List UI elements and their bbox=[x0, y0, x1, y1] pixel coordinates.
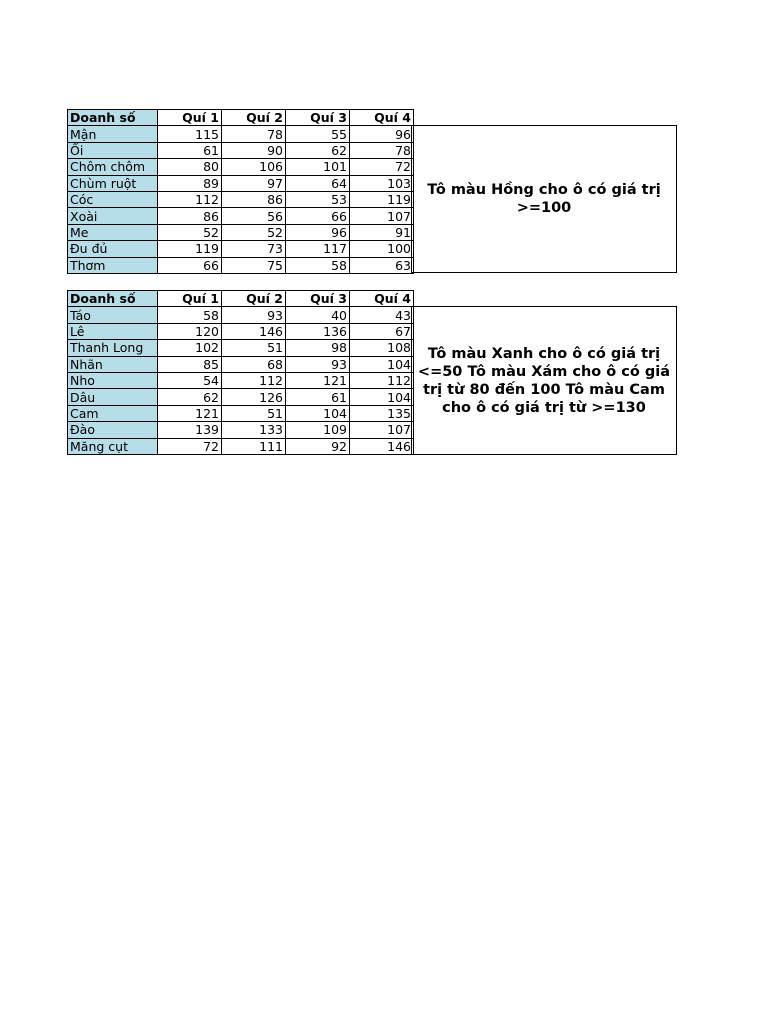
sales-value-cell[interactable]: 52 bbox=[158, 224, 222, 240]
fruit-name-cell[interactable]: Cóc bbox=[68, 191, 158, 207]
sales-value-cell[interactable]: 63 bbox=[350, 257, 414, 273]
table-row bbox=[68, 241, 414, 257]
column-header-quarter[interactable]: Quí 3 bbox=[286, 110, 350, 126]
sales-value-cell[interactable]: 103 bbox=[350, 175, 414, 191]
sales-value-cell[interactable]: 121 bbox=[286, 372, 350, 388]
fruit-name-cell[interactable]: Chùm ruột bbox=[68, 175, 158, 191]
sales-value-cell[interactable]: 108 bbox=[350, 340, 414, 356]
sales-value-cell[interactable]: 86 bbox=[222, 191, 286, 207]
sales-value-cell[interactable]: 56 bbox=[222, 208, 286, 224]
sales-value-cell[interactable]: 136 bbox=[286, 323, 350, 339]
fruit-name-cell[interactable]: Thơm bbox=[68, 257, 158, 273]
sales-value-cell[interactable]: 120 bbox=[158, 323, 222, 339]
column-header-name[interactable]: Doanh số bbox=[68, 110, 158, 126]
sales-value-cell[interactable]: 146 bbox=[350, 438, 414, 454]
sales-value-cell[interactable]: 96 bbox=[286, 224, 350, 240]
table-row bbox=[68, 126, 414, 142]
table-row bbox=[68, 438, 414, 454]
sales-value-cell[interactable]: 107 bbox=[350, 422, 414, 438]
sales-value-cell[interactable]: 73 bbox=[222, 241, 286, 257]
instruction-note: Tô màu Hồng cho ô có giá trị >=100 bbox=[411, 125, 677, 273]
column-header-quarter[interactable]: Quí 2 bbox=[222, 110, 286, 126]
sales-value-cell[interactable]: 67 bbox=[350, 323, 414, 339]
fruit-name-cell[interactable]: Ổi bbox=[68, 142, 158, 158]
sales-value-cell[interactable]: 52 bbox=[222, 224, 286, 240]
column-header-quarter[interactable]: Quí 4 bbox=[350, 291, 414, 307]
table-row bbox=[68, 422, 414, 438]
sales-value-cell[interactable]: 96 bbox=[350, 126, 414, 142]
fruit-name-cell[interactable]: Táo bbox=[68, 307, 158, 323]
table-row bbox=[68, 175, 414, 191]
sales-value-cell[interactable]: 117 bbox=[286, 241, 350, 257]
sales-value-cell[interactable]: 92 bbox=[286, 438, 350, 454]
sales-value-cell[interactable]: 112 bbox=[158, 191, 222, 207]
sales-value-cell[interactable]: 80 bbox=[158, 159, 222, 175]
sales-value-cell[interactable]: 40 bbox=[286, 307, 350, 323]
sales-value-cell[interactable]: 115 bbox=[158, 126, 222, 142]
fruit-name-cell[interactable]: Nho bbox=[68, 372, 158, 388]
table-row bbox=[68, 405, 414, 421]
sales-value-cell[interactable]: 66 bbox=[158, 257, 222, 273]
fruit-name-cell[interactable]: Xoài bbox=[68, 208, 158, 224]
sales-value-cell[interactable]: 107 bbox=[350, 208, 414, 224]
sales-value-cell[interactable]: 98 bbox=[286, 340, 350, 356]
sales-value-cell[interactable]: 72 bbox=[158, 438, 222, 454]
fruit-name-cell[interactable]: Mận bbox=[68, 126, 158, 142]
sales-value-cell[interactable]: 106 bbox=[222, 159, 286, 175]
sales-value-cell[interactable]: 97 bbox=[222, 175, 286, 191]
sales-value-cell[interactable]: 53 bbox=[286, 191, 350, 207]
sales-value-cell[interactable]: 86 bbox=[158, 208, 222, 224]
column-header-name[interactable]: Doanh số bbox=[68, 291, 158, 307]
table-row bbox=[68, 224, 414, 240]
sales-value-cell[interactable]: 58 bbox=[158, 307, 222, 323]
fruit-name-cell[interactable]: Dâu bbox=[68, 389, 158, 405]
sales-value-cell[interactable]: 135 bbox=[350, 405, 414, 421]
sales-value-cell[interactable]: 109 bbox=[286, 422, 350, 438]
sales-value-cell[interactable]: 93 bbox=[286, 356, 350, 372]
sales-table bbox=[67, 290, 414, 455]
sales-value-cell[interactable]: 112 bbox=[222, 372, 286, 388]
table-row bbox=[68, 307, 414, 323]
sales-value-cell[interactable]: 91 bbox=[350, 224, 414, 240]
sales-value-cell[interactable]: 104 bbox=[286, 405, 350, 421]
column-header-quarter[interactable]: Quí 4 bbox=[350, 110, 414, 126]
sales-value-cell[interactable]: 93 bbox=[222, 307, 286, 323]
sales-value-cell[interactable]: 78 bbox=[222, 126, 286, 142]
sales-value-cell[interactable]: 66 bbox=[286, 208, 350, 224]
sales-value-cell[interactable]: 146 bbox=[222, 323, 286, 339]
column-header-quarter[interactable]: Quí 2 bbox=[222, 291, 286, 307]
table-row bbox=[68, 356, 414, 372]
sales-value-cell[interactable]: 62 bbox=[286, 142, 350, 158]
sales-value-cell[interactable]: 55 bbox=[286, 126, 350, 142]
sales-value-cell[interactable]: 119 bbox=[158, 241, 222, 257]
fruit-name-cell[interactable]: Me bbox=[68, 224, 158, 240]
sales-value-cell[interactable]: 51 bbox=[222, 340, 286, 356]
header-row bbox=[68, 110, 414, 126]
sales-value-cell[interactable]: 139 bbox=[158, 422, 222, 438]
sales-value-cell[interactable]: 101 bbox=[286, 159, 350, 175]
sales-value-cell[interactable]: 54 bbox=[158, 372, 222, 388]
fruit-name-cell[interactable]: Đu đủ bbox=[68, 241, 158, 257]
table-row bbox=[68, 257, 414, 273]
sales-value-cell[interactable]: 75 bbox=[222, 257, 286, 273]
table-row bbox=[68, 142, 414, 158]
sales-value-cell[interactable]: 58 bbox=[286, 257, 350, 273]
sales-value-cell[interactable]: 119 bbox=[350, 191, 414, 207]
sales-table bbox=[67, 109, 414, 274]
table-row bbox=[68, 340, 414, 356]
sales-value-cell[interactable]: 121 bbox=[158, 405, 222, 421]
sales-value-cell[interactable]: 100 bbox=[350, 241, 414, 257]
fruit-name-cell[interactable]: Chôm chôm bbox=[68, 159, 158, 175]
table-row bbox=[68, 208, 414, 224]
fruit-name-cell[interactable]: Đào bbox=[68, 422, 158, 438]
sales-value-cell[interactable]: 68 bbox=[222, 356, 286, 372]
sales-value-cell[interactable]: 89 bbox=[158, 175, 222, 191]
column-header-quarter[interactable]: Quí 1 bbox=[158, 291, 222, 307]
sales-value-cell[interactable]: 64 bbox=[286, 175, 350, 191]
table-row bbox=[68, 159, 414, 175]
instruction-note: Tô màu Xanh cho ô có giá trị <=50 Tô màu Xám cho ô có giá trị từ 80 đến 100 Tô màu Cam cho ô có giá trị từ >=130 bbox=[411, 306, 677, 455]
table-row bbox=[68, 389, 414, 405]
table-row bbox=[68, 323, 414, 339]
sales-value-cell[interactable]: 72 bbox=[350, 159, 414, 175]
column-header-quarter[interactable]: Quí 3 bbox=[286, 291, 350, 307]
sales-value-cell[interactable]: 62 bbox=[158, 389, 222, 405]
sales-value-cell[interactable]: 133 bbox=[222, 422, 286, 438]
header-row bbox=[68, 291, 414, 307]
sales-value-cell[interactable]: 126 bbox=[222, 389, 286, 405]
sales-value-cell[interactable]: 43 bbox=[350, 307, 414, 323]
sales-value-cell[interactable]: 78 bbox=[350, 142, 414, 158]
sales-value-cell[interactable]: 104 bbox=[350, 356, 414, 372]
fruit-name-cell[interactable]: Thanh Long bbox=[68, 340, 158, 356]
sales-value-cell[interactable]: 104 bbox=[350, 389, 414, 405]
table-row bbox=[68, 191, 414, 207]
fruit-name-cell[interactable]: Cam bbox=[68, 405, 158, 421]
sales-value-cell[interactable]: 51 bbox=[222, 405, 286, 421]
fruit-name-cell[interactable]: Măng cụt bbox=[68, 438, 158, 454]
sales-value-cell[interactable]: 111 bbox=[222, 438, 286, 454]
sales-value-cell[interactable]: 61 bbox=[286, 389, 350, 405]
fruit-name-cell[interactable]: Lê bbox=[68, 323, 158, 339]
sales-value-cell[interactable]: 102 bbox=[158, 340, 222, 356]
sales-value-cell[interactable]: 90 bbox=[222, 142, 286, 158]
sales-value-cell[interactable]: 61 bbox=[158, 142, 222, 158]
fruit-name-cell[interactable]: Nhãn bbox=[68, 356, 158, 372]
column-header-quarter[interactable]: Quí 1 bbox=[158, 110, 222, 126]
table-row bbox=[68, 372, 414, 388]
sales-value-cell[interactable]: 112 bbox=[350, 372, 414, 388]
sales-value-cell[interactable]: 85 bbox=[158, 356, 222, 372]
